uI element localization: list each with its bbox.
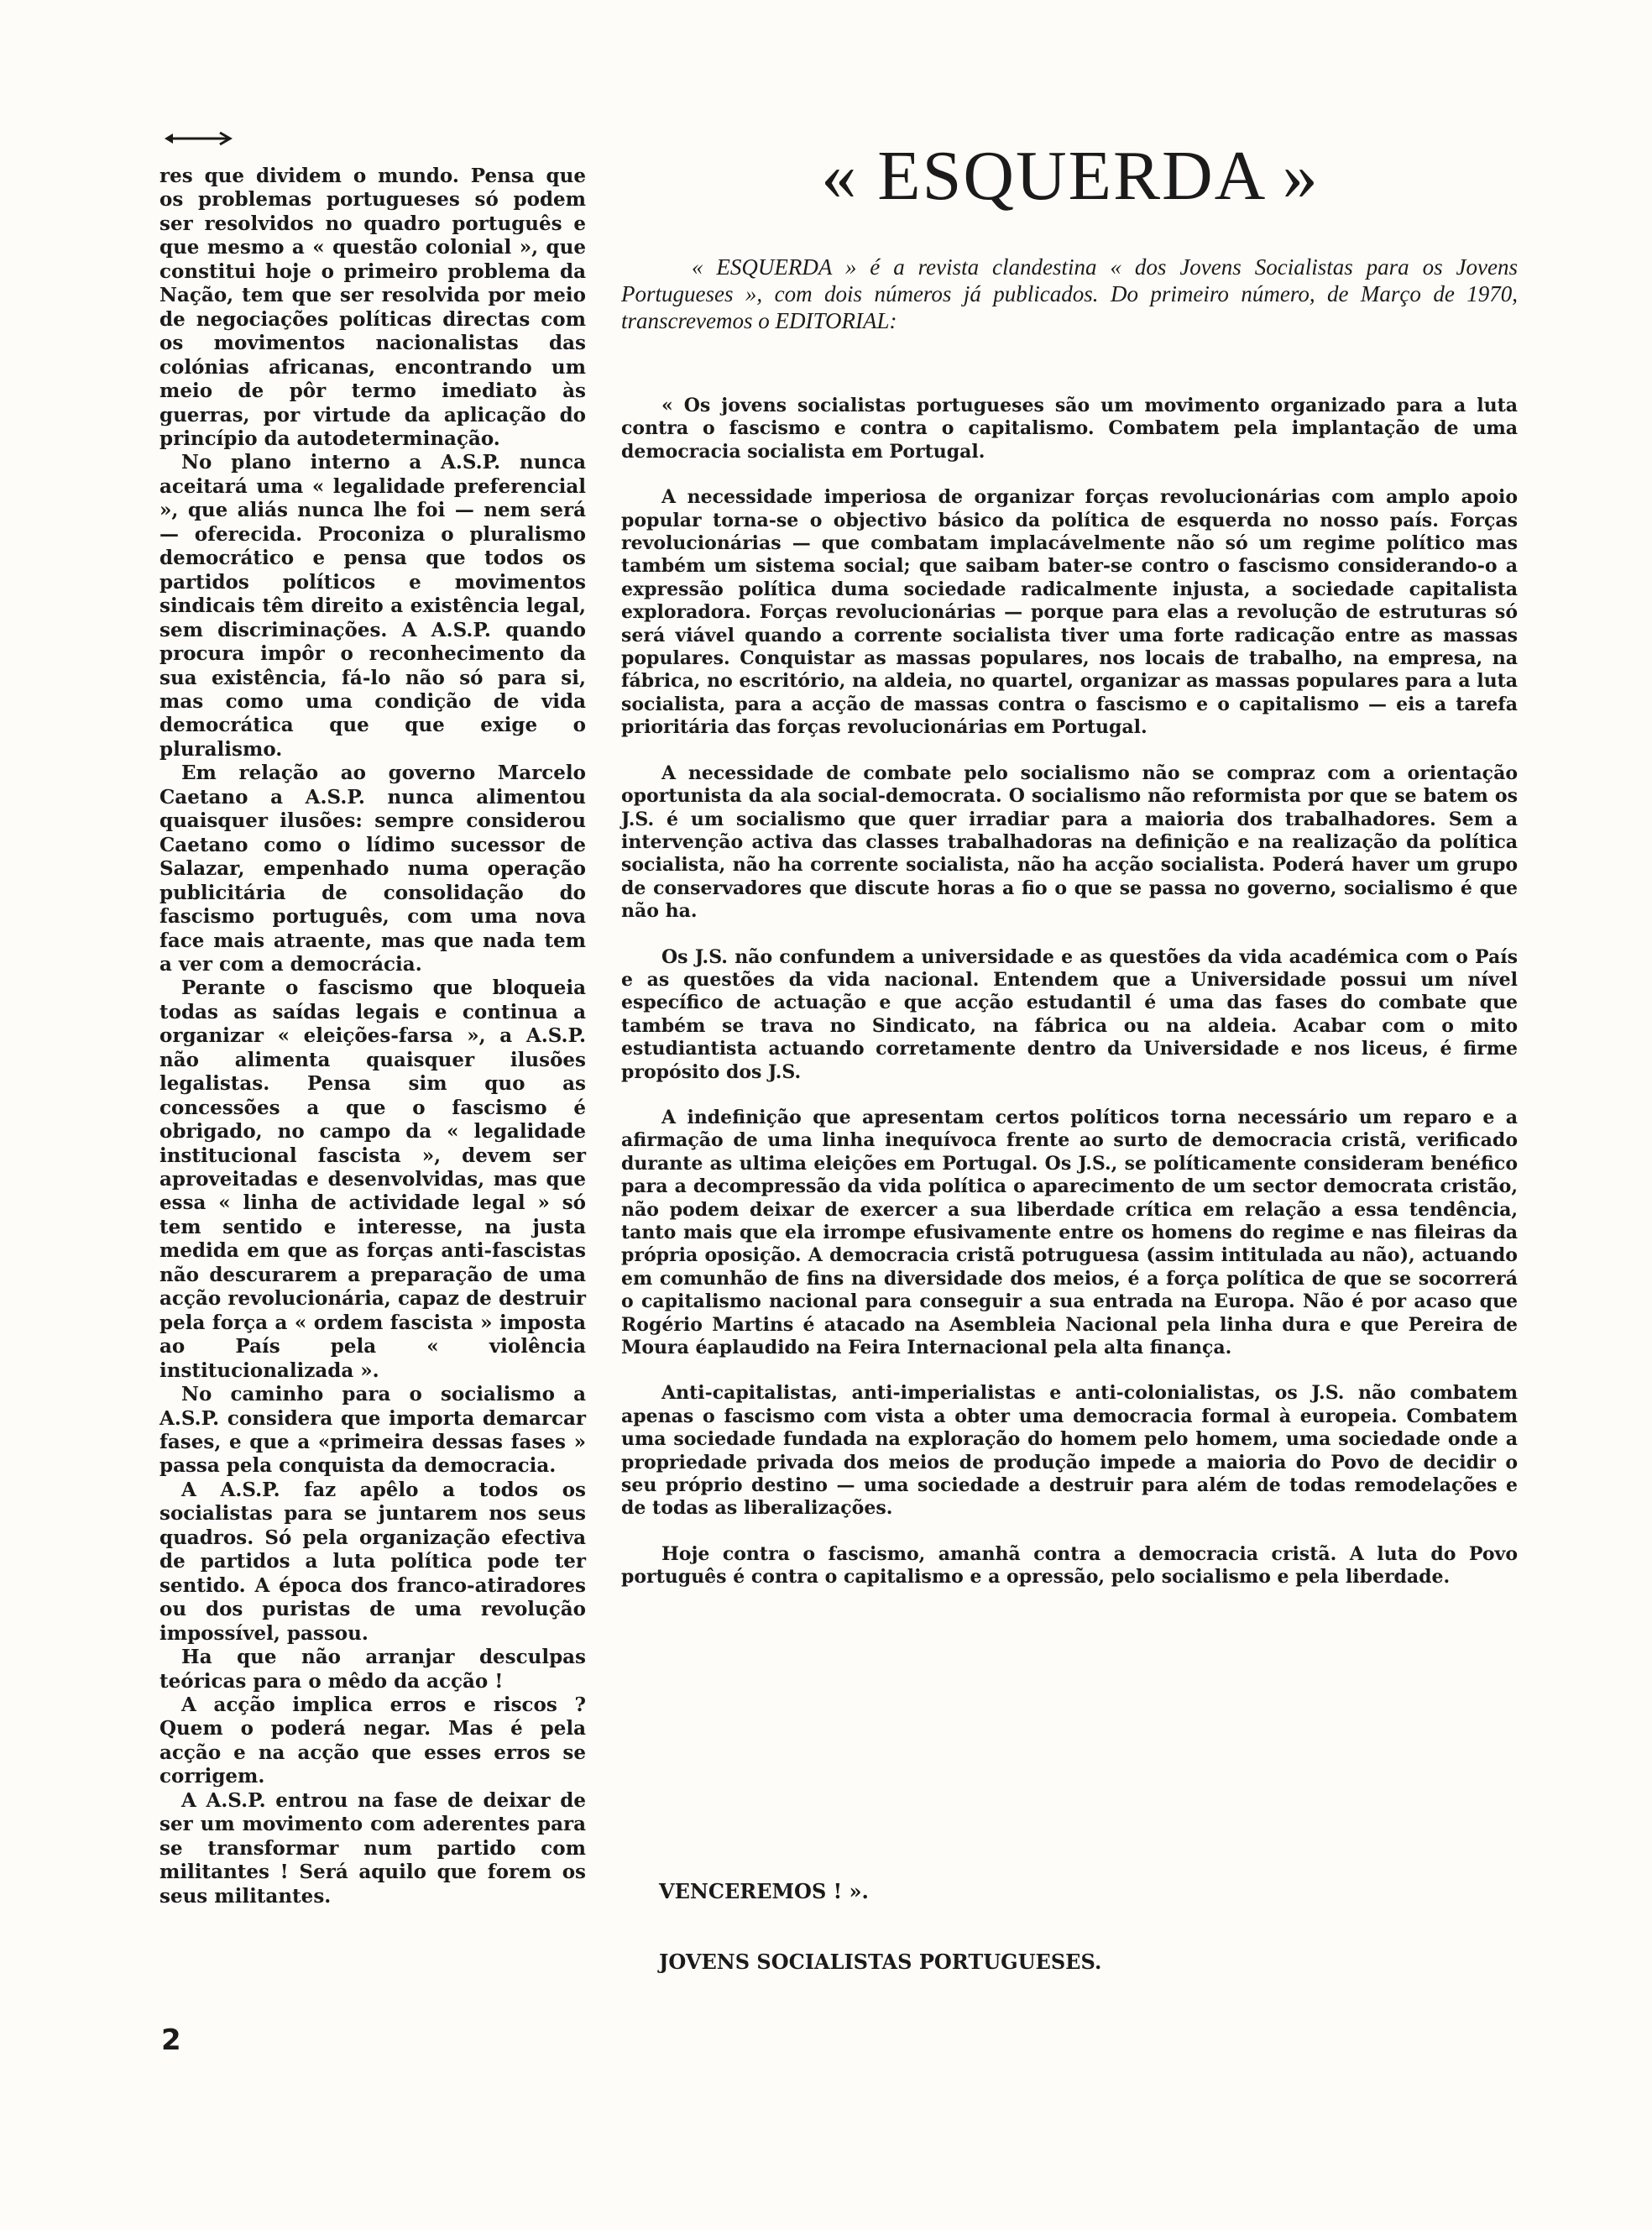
editorial-paragraph: Os J.S. não confundem a universidade e as questões da vida académica com o País e as questões da vida nacional. Entendem que a Universidade possui um nível específico de actuação e que acção estudantil é uma das fases do combate que também se trava no Sindicato, na fábrica ou na aldeia. Acabar com o mito estudiantista actuando corretamente dentro da Universidade e nos liceus, é firme propósito dos J.S. [621,945,1518,1083]
left-paragraph: No plano interno a A.S.P. nunca aceitará uma « legalidade preferencial », que aliás nunca lhe foi — nem será — oferecida. Proconiza o pluralismo democrático e pensa que todos os partidos políticos e movimentos sindicais têm direito a existência legal, sem discriminações. A A.S.P. quando procura impôr o reconhecimento da sua existência, fá-lo não só para si, mas como uma condição de vida democrática que que exige o pluralismo. [159,451,586,761]
editorial-paragraph: « Os jovens socialistas portugueses são um movimento organizado para a luta contra o fascismo e contra o capitalismo. Combatem pela implantação de uma democracia socialista em Portugal. [621,395,1518,463]
editorial-paragraph: Anti-capitalistas, anti-imperialistas e anti-colonialistas, os J.S. não combatem apenas o fascismo com vista a obter uma democracia formal à europeia. Combatem uma sociedade fundada na exploração do homem pelo homem, uma sociedade onde a propriedade privada dos meios de produção impede a maioria do Povo de decidir o seu próprio destino — uma sociedade a destruir para além de todas remodelações e de todas as liberalizações. [621,1382,1518,1520]
editorial-paragraph: A necessidade de combate pelo socialismo não se compraz com a orientação oportunista da ala social-democrata. O socialismo não reformista por que se batem os J.S. é um socialismo que quer irradiar para a maioria dos trabalhadores. Sem a intervenção activa das classes trabalhadoras na definição e na realização da política socialista, não ha corrente socialista, não ha acção socialista. Poderá haver um grupo de conservadores que discute horas a fio o que se passa no governo, socialismo é que não ha. [621,762,1518,923]
left-paragraph: Em relação ao governo Marcelo Caetano a A.S.P. nunca alimentou quaisquer ilusões: sempre considerou Caetano como o lídimo sucessor de Salazar, empenhado numa operação publicitária de consolidação do fascismo português, com uma nova face mais atraente, mas que nada tem a ver com a democrácia. [159,762,586,976]
left-paragraph: No caminho para o socialismo a A.S.P. considera que importa demarcar fases, e que a «primeira dessas fases » passa pela conquista da democracia. [159,1383,586,1478]
continuation-arrow-icon [159,126,235,151]
masthead-title: « ESQUERDA » [821,137,1320,215]
closing-slogan: VENCEREMOS ! ». [659,1879,869,1903]
editorial-paragraph: Hoje contra o fascismo, amanhã contra a democracia cristã. A luta do Povo português é contra o capitalismo e a opressão, pelo socialismo e pela liberdade. [621,1542,1518,1589]
editorial-paragraph: A indefinição que apresentam certos políticos torna necessário um reparo e a afirmação de uma linha inequívoca frente ao surto de democracia cristã, verificado durante as ultima eleições em Portugal. Os J.S., se políticamente consideram benéfico para a decompressão da vida política o aparecimento de um sector democrata cristão, não podem deixar de exercer a sua liberdade crítica em relação a essa tendência, tanto mais que ela irrompe efusivamente entre os homens do regime e nas fileiras da própria oposição. A democracia cristã potruguesa (assim intitulada au não), actuando em comunhão de fins na diversidade dos meios, é a força política de que se socorrerá o capitalismo nacional para conseguir a sua entrada na Europa. Não é por acaso que Rogério Martins é atacado na Asembleia Nacional pela linha dura e que Pereira de Moura éaplaudido na Feira Internacional pela alta finança. [621,1106,1518,1359]
editorial-paragraph: A necessidade imperiosa de organizar forças revolucionárias com amplo apoio popular torna-se o objectivo básico da política de esquerda no nosso país. Forças revolucionárias — que combatam implacávelmente não só um regime político mas também um sistema social; que saibam bater-se contro o fascismo considerando-o a expressão política duma sociedade radicalmente injusta, a sociedade capitalista exploradora. Forças revolucionárias — porque para elas a revolução de estruturas só será viável quando a corrente socialista tiver uma forte radicação entre as massas populares. Conquistar as massas populares, nos locais de trabalho, na empresa, na fábrica, no escritório, na aldeia, no quartel, organizar as massas populares para a luta socialista, para a acção de massas contra o fascismo e o capitalismo — eis a tarefa prioritária das forças revolucionárias em Portugal. [621,486,1518,739]
page-number: 2 [161,2023,181,2057]
left-paragraph: A A.S.P. entrou na fase de deixar de ser um movimento com aderentes para se transformar num partido com militantes ! Será aquilo que forem os seus militantes. [159,1788,586,1908]
left-paragraph: res que dividem o mundo. Pensa que os problemas portugueses só podem ser resolvidos no quadro português e que mesmo a « questão colonial », que constitui hoje o primeiro problema da Nação, tem que ser resolvida por meio de negociações políticas directas com os movimentos nacionalistas das colónias africanas, encontrando um meio de pôr termo imediato às guerras, por virtude da aplicação do princípio da autodeterminação. [159,165,586,450]
left-paragraph: Ha que não arranjar desculpas teóricas para o mêdo da acção ! [159,1646,586,1693]
left-paragraph: Perante o fascismo que bloqueia todas as saídas legais e continua a organizar « eleições-farsa », a A.S.P. não alimenta quaisquer ilusões legalistas. Pensa sim quo as concessões a que o fascismo é obrigado, no campo da « legalidade institucional fascista », devem ser aproveitadas e desenvolvidas, mas que essa « linha de actividade legal » só tem sentido e interesse, na justa medida em que as forças anti-fascistas não descurarem a preparação de uma acção revolucionária, capaz de destruir pela força a « ordem fascista » imposta ao País pela « violência institucionalizada ». [159,976,586,1382]
left-paragraph: A acção implica erros e riscos ? Quem o poderá negar. Mas é pela acção e na acção que esses erros se corrigem. [159,1693,586,1788]
intro-text: « ESQUERDA » é a revista clandestina « dos Jovens Socialistas para os Jovens Portugueses », com dois números já publicados. Do primeiro número, de Março de 1970, transcrevemos o EDITORIAL: [621,254,1518,333]
left-column-text [159,165,586,1908]
signature: JOVENS SOCIALISTAS PORTUGUESES. [659,1950,1102,1974]
left-paragraph: A A.S.P. faz apêlo a todos os socialistas para se juntarem nos seus quadros. Só pela organização efectiva de partidos a luta política pode ter sentido. A época dos franco-atiradores ou dos puristas de uma revolução impossível, passou. [159,1478,586,1645]
editorial-text [621,395,1518,1612]
